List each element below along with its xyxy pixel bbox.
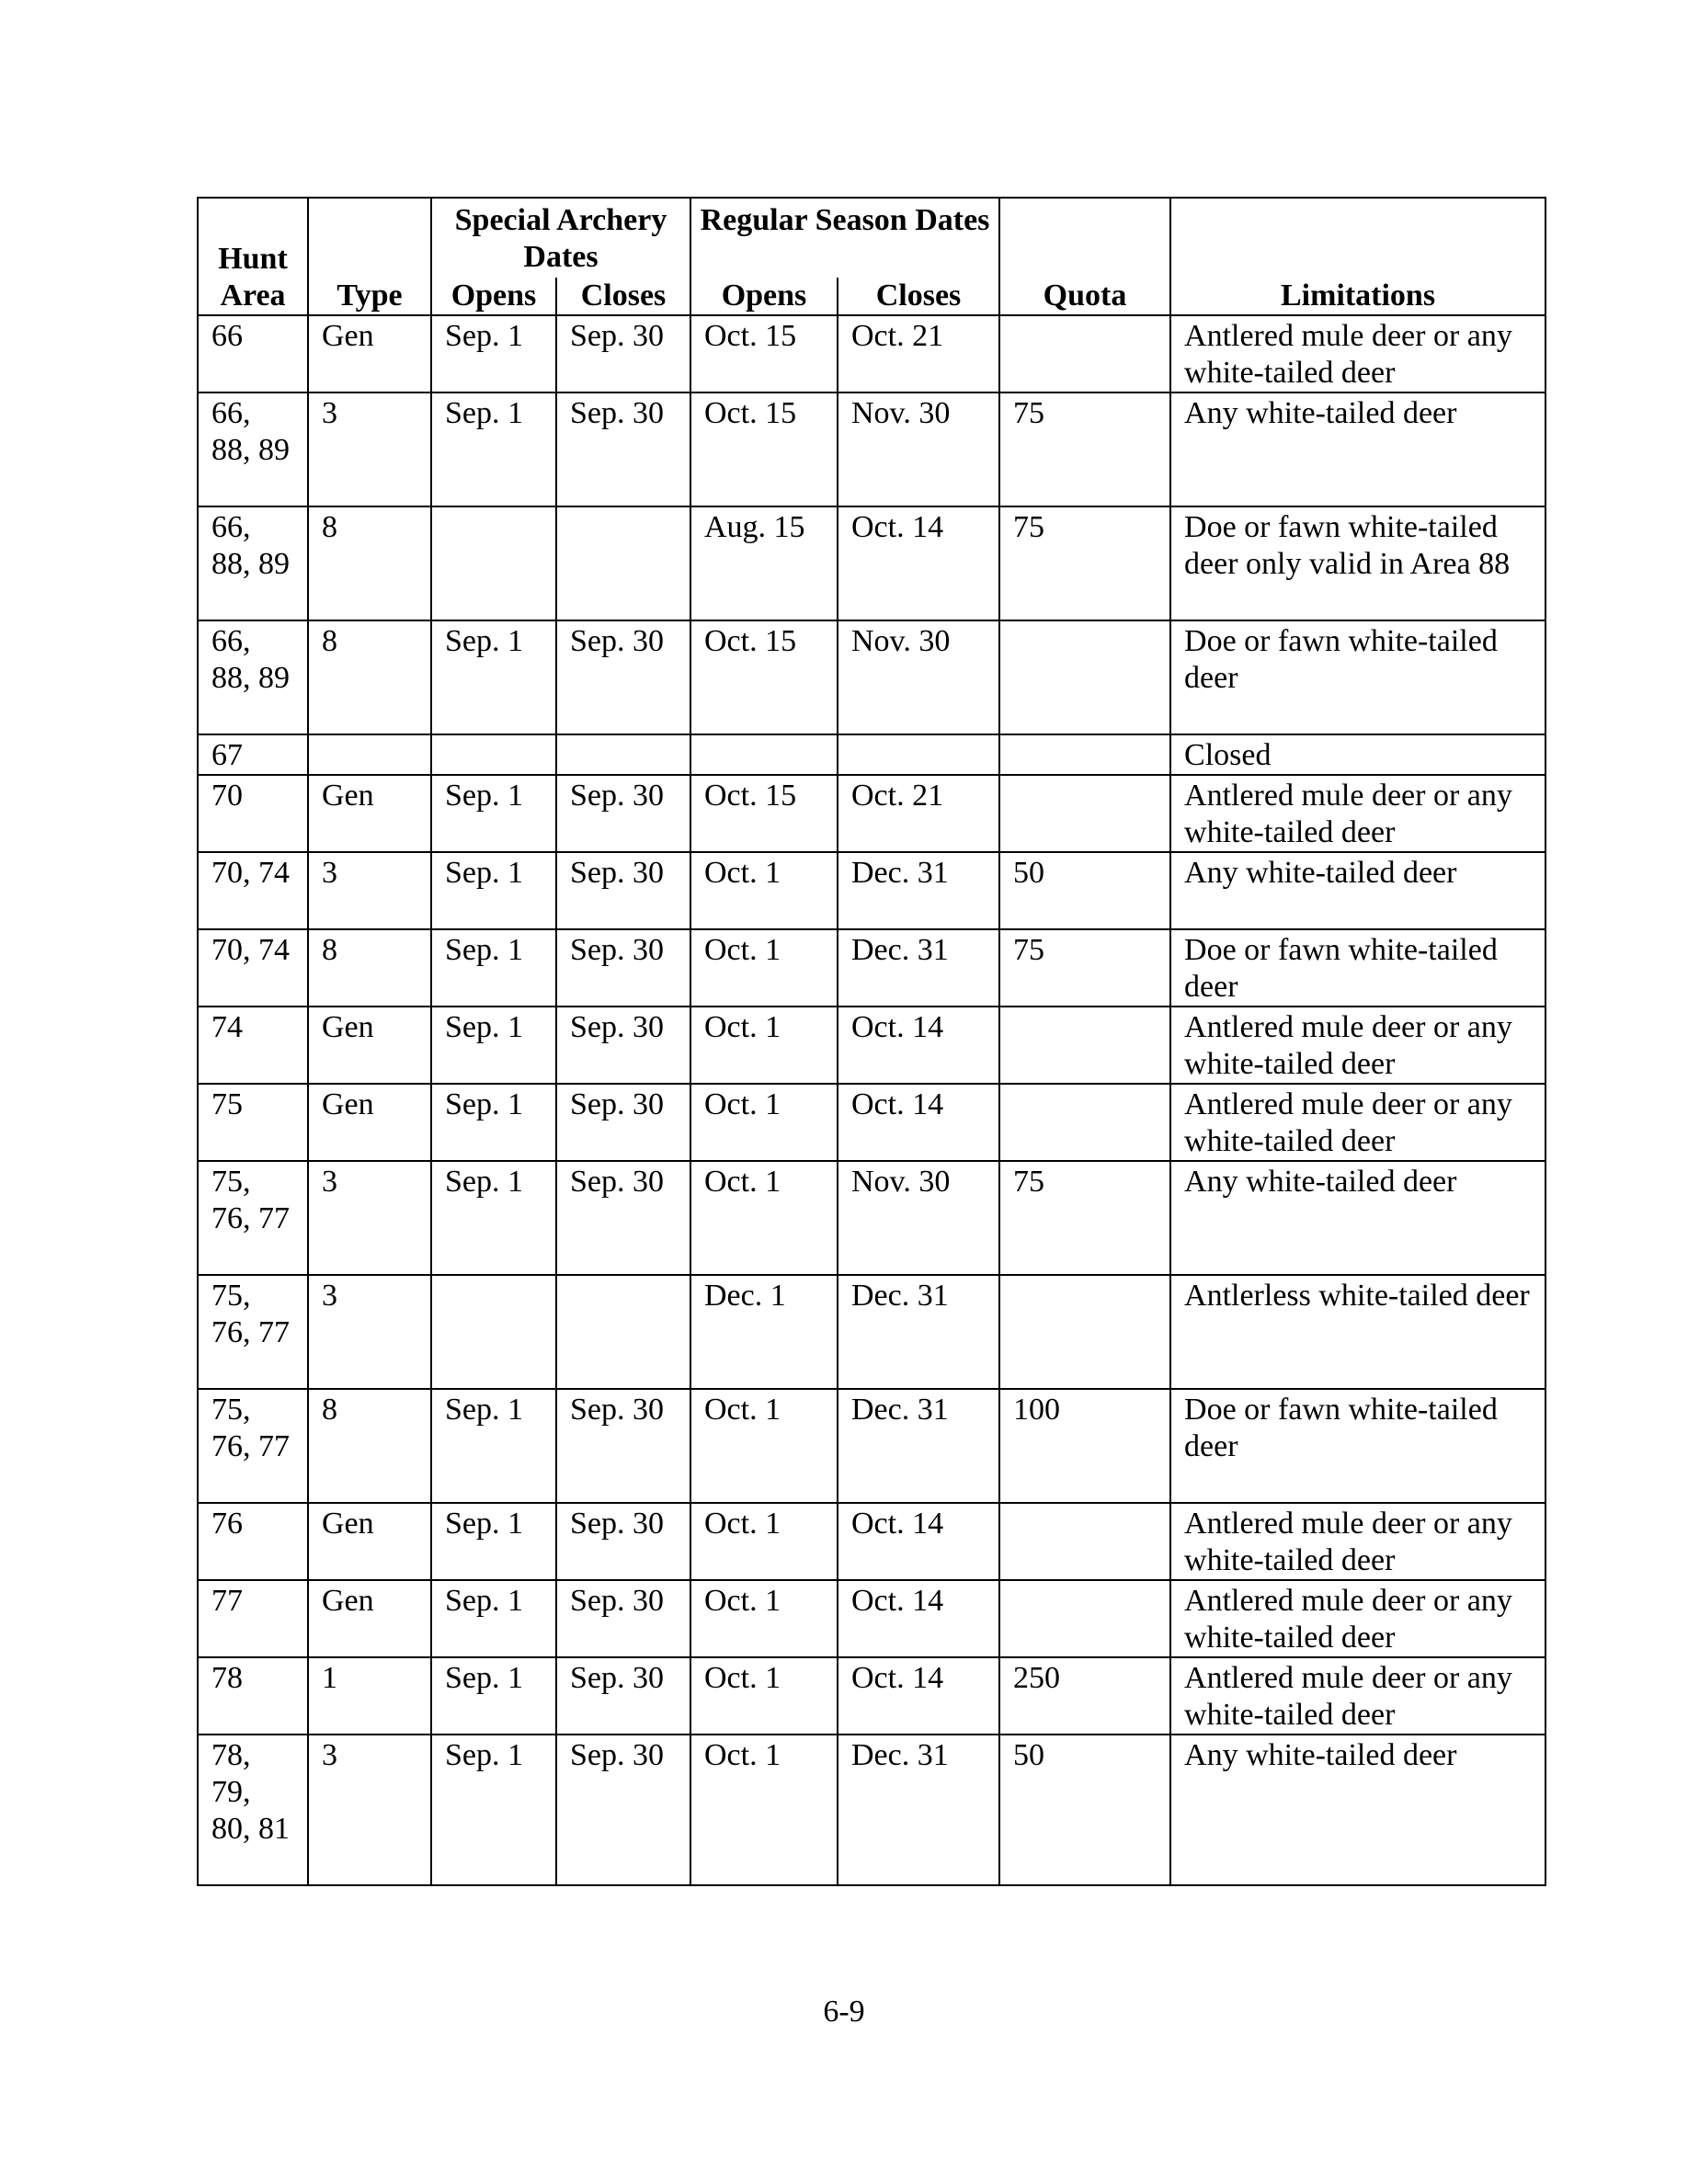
table-row	[198, 852, 1545, 929]
cell-archery-opens: Sep. 1	[431, 1007, 556, 1084]
cell-quota: 100	[999, 1389, 1170, 1503]
table-row	[198, 392, 1545, 506]
cell-archery-opens: Sep. 1	[431, 852, 556, 929]
cell-limitations: Antlered mule deer or any white-tailed deer	[1170, 1007, 1545, 1084]
page-number: 6-9	[823, 1995, 865, 2029]
table-row	[198, 1084, 1545, 1161]
cell-type: Gen	[308, 775, 431, 852]
cell-hunt-area: 70	[198, 775, 308, 852]
cell-quota: 50	[999, 1735, 1170, 1885]
cell-limitations: Doe or fawn white-tailed deer only valid in Area 88	[1170, 506, 1545, 620]
cell-archery-opens: Sep. 1	[431, 1657, 556, 1735]
cell-archery-opens: Sep. 1	[431, 1161, 556, 1275]
table-row	[198, 1161, 1545, 1275]
cell-regular-closes: Oct. 21	[838, 775, 999, 852]
cell-archery-opens: Sep. 1	[431, 929, 556, 1007]
cell-limitations: Antlered mule deer or any white-tailed deer	[1170, 1580, 1545, 1657]
table-row	[198, 1580, 1545, 1657]
cell-quota: 75	[999, 506, 1170, 620]
cell-archery-closes: Sep. 30	[556, 392, 690, 506]
cell-regular-opens: Oct. 1	[690, 1084, 838, 1161]
cell-type: 8	[308, 1389, 431, 1503]
cell-archery-closes: Sep. 30	[556, 1580, 690, 1657]
cell-type: Gen	[308, 1503, 431, 1580]
cell-type: 3	[308, 392, 431, 506]
cell-type: 3	[308, 1275, 431, 1389]
col-header-hunt-area: Hunt Area	[198, 198, 308, 315]
cell-regular-closes: Dec. 31	[838, 929, 999, 1007]
cell-archery-opens	[431, 734, 556, 775]
cell-hunt-area: 66	[198, 315, 308, 392]
cell-limitations: Antlered mule deer or any white-tailed deer	[1170, 775, 1545, 852]
cell-regular-closes: Dec. 31	[838, 1389, 999, 1503]
table-row	[198, 1503, 1545, 1580]
col-header-archery-opens: Opens	[431, 278, 556, 315]
cell-quota: 250	[999, 1657, 1170, 1735]
table-row	[198, 1007, 1545, 1084]
cell-quota	[999, 734, 1170, 775]
cell-limitations: Any white-tailed deer	[1170, 1161, 1545, 1275]
cell-quota: 75	[999, 1161, 1170, 1275]
cell-hunt-area: 74	[198, 1007, 308, 1084]
cell-quota	[999, 1580, 1170, 1657]
cell-limitations: Antlerless white-tailed deer	[1170, 1275, 1545, 1389]
cell-hunt-area: 75, 76, 77	[198, 1275, 308, 1389]
col-header-quota: Quota	[999, 198, 1170, 315]
table-row	[198, 1389, 1545, 1503]
cell-type: 3	[308, 852, 431, 929]
cell-regular-opens: Oct. 1	[690, 929, 838, 1007]
cell-type: 8	[308, 506, 431, 620]
cell-limitations: Any white-tailed deer	[1170, 1735, 1545, 1885]
cell-archery-opens: Sep. 1	[431, 1503, 556, 1580]
cell-quota	[999, 620, 1170, 734]
cell-archery-closes: Sep. 30	[556, 1657, 690, 1735]
cell-hunt-area: 66, 88, 89	[198, 392, 308, 506]
cell-limitations: Antlered mule deer or any white-tailed deer	[1170, 1084, 1545, 1161]
cell-archery-closes: Sep. 30	[556, 1735, 690, 1885]
col-header-regular-season: Regular Season Dates	[690, 198, 999, 278]
cell-quota: 75	[999, 929, 1170, 1007]
cell-regular-closes: Dec. 31	[838, 1735, 999, 1885]
col-header-regular-closes: Closes	[838, 278, 999, 315]
table-row	[198, 775, 1545, 852]
cell-regular-closes: Oct. 14	[838, 1657, 999, 1735]
cell-regular-opens: Oct. 1	[690, 1007, 838, 1084]
cell-archery-opens: Sep. 1	[431, 775, 556, 852]
cell-regular-closes: Dec. 31	[838, 852, 999, 929]
cell-archery-opens: Sep. 1	[431, 1580, 556, 1657]
cell-limitations: Antlered mule deer or any white-tailed deer	[1170, 315, 1545, 392]
cell-archery-opens: Sep. 1	[431, 392, 556, 506]
col-header-special-archery: Special Archery Dates	[431, 198, 690, 278]
cell-hunt-area: 70, 74	[198, 852, 308, 929]
cell-type: 3	[308, 1735, 431, 1885]
cell-hunt-area: 66, 88, 89	[198, 620, 308, 734]
cell-hunt-area: 70, 74	[198, 929, 308, 1007]
cell-limitations: Closed	[1170, 734, 1545, 775]
col-header-archery-closes: Closes	[556, 278, 690, 315]
cell-hunt-area: 75, 76, 77	[198, 1389, 308, 1503]
cell-hunt-area: 76	[198, 1503, 308, 1580]
table-row	[198, 620, 1545, 734]
cell-type: Gen	[308, 1580, 431, 1657]
cell-hunt-area: 75	[198, 1084, 308, 1161]
cell-archery-opens: Sep. 1	[431, 1084, 556, 1161]
cell-archery-closes	[556, 1275, 690, 1389]
cell-regular-opens: Aug. 15	[690, 506, 838, 620]
hunt-season-table	[197, 197, 1546, 1886]
cell-limitations: Antlered mule deer or any white-tailed deer	[1170, 1503, 1545, 1580]
table-row	[198, 1735, 1545, 1885]
cell-quota	[999, 1503, 1170, 1580]
col-header-limitations: Limitations	[1170, 198, 1545, 315]
cell-regular-closes: Oct. 14	[838, 1580, 999, 1657]
cell-hunt-area: 66, 88, 89	[198, 506, 308, 620]
cell-archery-closes: Sep. 30	[556, 620, 690, 734]
cell-regular-opens: Oct. 15	[690, 775, 838, 852]
cell-regular-closes: Oct. 14	[838, 506, 999, 620]
cell-quota	[999, 775, 1170, 852]
cell-regular-opens: Oct. 1	[690, 1161, 838, 1275]
cell-limitations: Any white-tailed deer	[1170, 392, 1545, 506]
cell-quota	[999, 1007, 1170, 1084]
cell-archery-opens: Sep. 1	[431, 620, 556, 734]
cell-hunt-area: 67	[198, 734, 308, 775]
cell-type: 3	[308, 1161, 431, 1275]
cell-regular-closes	[838, 734, 999, 775]
cell-quota	[999, 315, 1170, 392]
cell-regular-opens: Oct. 15	[690, 315, 838, 392]
cell-hunt-area: 77	[198, 1580, 308, 1657]
cell-regular-opens: Oct. 1	[690, 1503, 838, 1580]
table-row	[198, 1657, 1545, 1735]
cell-type: Gen	[308, 315, 431, 392]
cell-archery-closes: Sep. 30	[556, 1007, 690, 1084]
col-header-type: Type	[308, 198, 431, 315]
cell-regular-opens	[690, 734, 838, 775]
cell-regular-closes: Oct. 14	[838, 1084, 999, 1161]
cell-limitations: Antlered mule deer or any white-tailed deer	[1170, 1657, 1545, 1735]
cell-regular-opens: Oct. 15	[690, 392, 838, 506]
cell-type	[308, 734, 431, 775]
cell-archery-opens: Sep. 1	[431, 1389, 556, 1503]
table-body	[198, 315, 1545, 1885]
cell-archery-closes: Sep. 30	[556, 1389, 690, 1503]
cell-archery-closes: Sep. 30	[556, 775, 690, 852]
cell-regular-closes: Oct. 14	[838, 1007, 999, 1084]
table-header	[198, 198, 1545, 315]
table-row	[198, 506, 1545, 620]
cell-hunt-area: 78	[198, 1657, 308, 1735]
cell-regular-closes: Nov. 30	[838, 1161, 999, 1275]
col-header-regular-opens: Opens	[690, 278, 838, 315]
cell-limitations: Doe or fawn white-tailed deer	[1170, 1389, 1545, 1503]
cell-type: 8	[308, 929, 431, 1007]
table-row	[198, 315, 1545, 392]
cell-type: 8	[308, 620, 431, 734]
cell-hunt-area: 75, 76, 77	[198, 1161, 308, 1275]
cell-quota	[999, 1275, 1170, 1389]
cell-regular-opens: Oct. 15	[690, 620, 838, 734]
cell-archery-closes: Sep. 30	[556, 852, 690, 929]
cell-regular-closes: Oct. 14	[838, 1503, 999, 1580]
cell-regular-opens: Oct. 1	[690, 1657, 838, 1735]
cell-regular-opens: Oct. 1	[690, 852, 838, 929]
cell-archery-closes: Sep. 30	[556, 315, 690, 392]
table-row	[198, 734, 1545, 775]
cell-quota: 75	[999, 392, 1170, 506]
cell-archery-closes	[556, 506, 690, 620]
cell-regular-opens: Dec. 1	[690, 1275, 838, 1389]
cell-limitations: Doe or fawn white-tailed deer	[1170, 620, 1545, 734]
cell-type: 1	[308, 1657, 431, 1735]
cell-regular-opens: Oct. 1	[690, 1580, 838, 1657]
cell-regular-opens: Oct. 1	[690, 1735, 838, 1885]
cell-archery-opens: Sep. 1	[431, 1735, 556, 1885]
cell-regular-closes: Dec. 31	[838, 1275, 999, 1389]
cell-regular-closes: Oct. 21	[838, 315, 999, 392]
cell-hunt-area: 78, 79, 80, 81	[198, 1735, 308, 1885]
cell-type: Gen	[308, 1007, 431, 1084]
cell-limitations: Any white-tailed deer	[1170, 852, 1545, 929]
cell-quota: 50	[999, 852, 1170, 929]
cell-archery-closes	[556, 734, 690, 775]
cell-archery-closes: Sep. 30	[556, 1503, 690, 1580]
cell-quota	[999, 1084, 1170, 1161]
cell-archery-closes: Sep. 30	[556, 929, 690, 1007]
cell-archery-opens	[431, 506, 556, 620]
cell-archery-opens	[431, 1275, 556, 1389]
cell-archery-closes: Sep. 30	[556, 1161, 690, 1275]
table-row	[198, 929, 1545, 1007]
cell-regular-closes: Nov. 30	[838, 620, 999, 734]
table-row	[198, 1275, 1545, 1389]
cell-type: Gen	[308, 1084, 431, 1161]
cell-regular-opens: Oct. 1	[690, 1389, 838, 1503]
cell-archery-opens: Sep. 1	[431, 315, 556, 392]
cell-regular-closes: Nov. 30	[838, 392, 999, 506]
cell-limitations: Doe or fawn white-tailed deer	[1170, 929, 1545, 1007]
cell-archery-closes: Sep. 30	[556, 1084, 690, 1161]
